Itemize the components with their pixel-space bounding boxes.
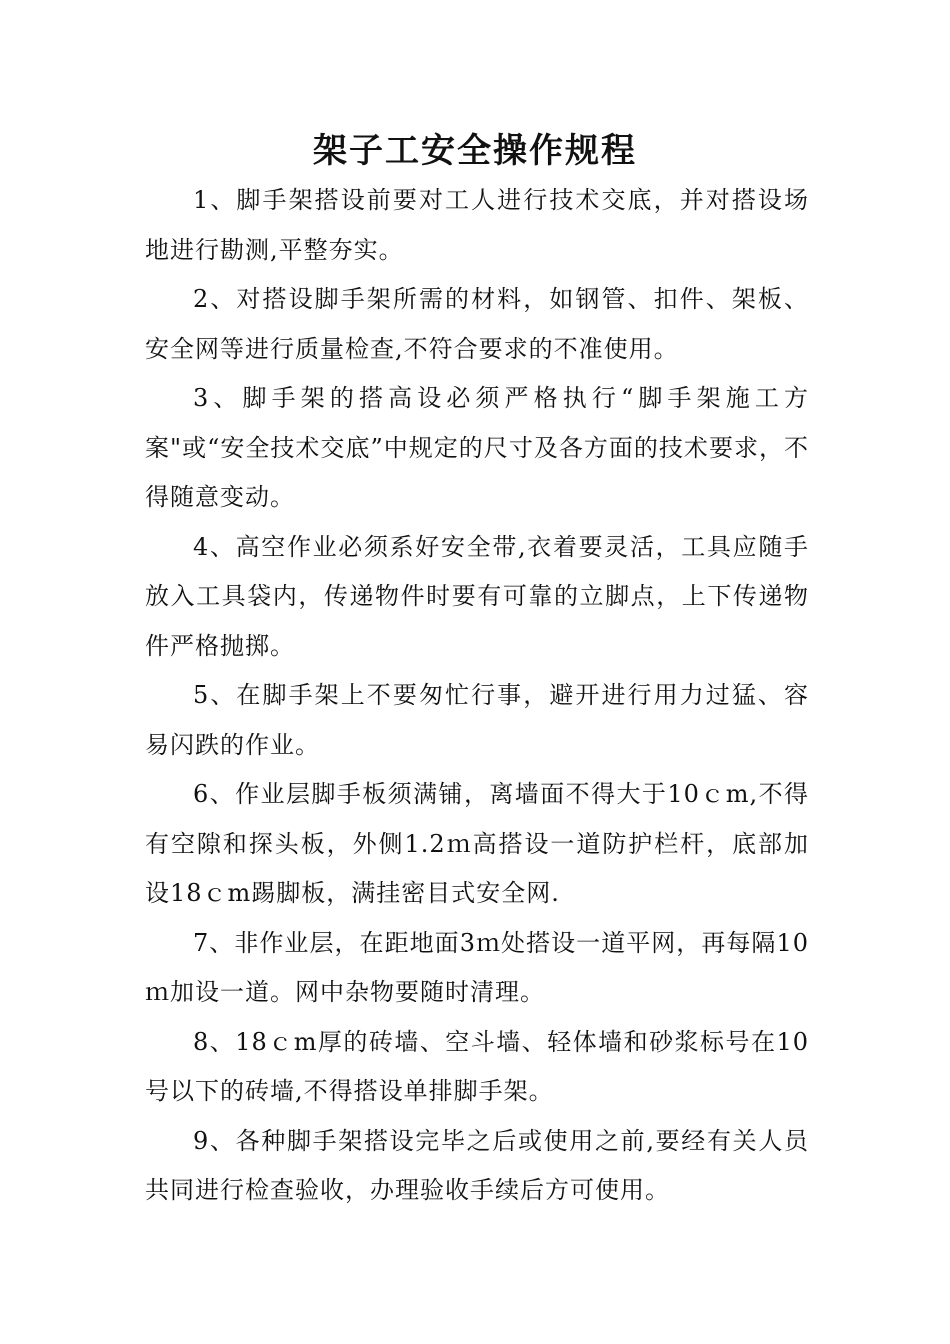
clause-2: 2、对搭设脚手架所需的材料，如钢管、扣件、架板、安全网等进行质量检查,不符合要求的不准使用。 <box>145 285 809 363</box>
clause-7: 7、非作业层，在距地面3ｍ处搭设一道平网，再每隔10ｍ加设一道。网中杂物要随时清理。 <box>145 928 809 1006</box>
document-body <box>145 176 809 1216</box>
clause-4: 4、高空作业必须系好安全带,衣着要灵活，工具应随手放入工具袋内，传递物件时要有可靠的立脚点，上下传递物件严格抛掷。 <box>145 532 809 660</box>
clause-6: 6、作业层脚手板须满铺，离墙面不得大于10ｃm,不得有空隙和探头板，外侧1.2ｍ高搭设一道防护栏杆，底部加设18ｃm踢脚板，满挂密目式安全网. <box>145 780 809 907</box>
clause-9: 9、各种脚手架搭设完毕之后或使用之前,要经有关人员共同进行检查验收，办理验收手续后方可使用。 <box>145 1126 809 1204</box>
clause-3: 3、脚手架的搭高设必须严格执行“脚手架施工方案"或“安全技术交底”中规定的尺寸及各方面的技术要求，不得随意变动。 <box>145 384 809 511</box>
document-title: 架子工安全操作规程 <box>313 131 637 171</box>
clause-1: 1、脚手架搭设前要对工人进行技术交底，并对搭设场地进行勘测,平整夯实。 <box>145 186 809 264</box>
clause-5: 5、在脚手架上不要匆忙行事，避开进行用力过猛、容易闪跌的作业。 <box>145 681 809 759</box>
clause-8: 8、18ｃm厚的砖墙、空斗墙、轻体墙和砂浆标号在10号以下的砖墙,不得搭设单排脚手架。 <box>145 1027 809 1105</box>
